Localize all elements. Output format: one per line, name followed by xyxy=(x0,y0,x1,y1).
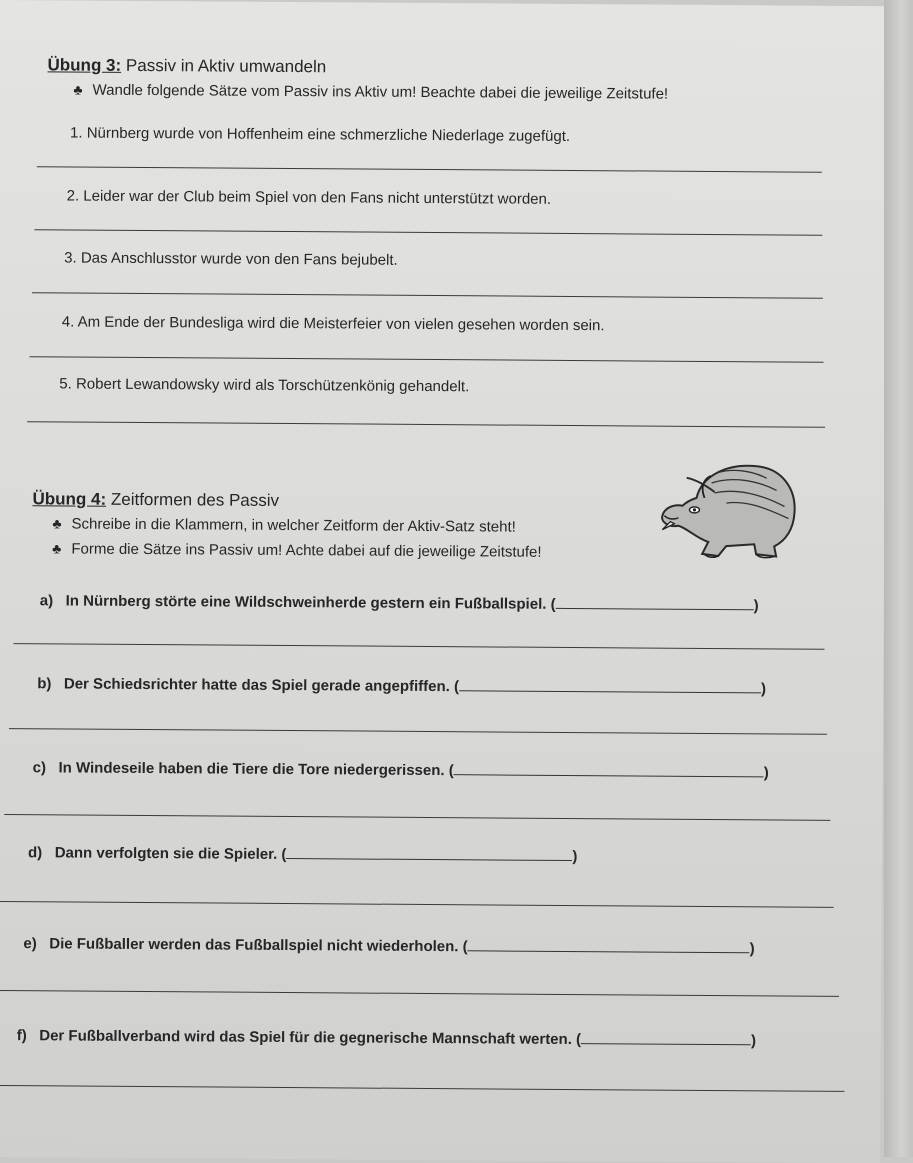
exercise-4-instruction-2 xyxy=(52,540,542,560)
item-sentence: Der Fußballverband wird das Spiel für die gegnerische Mannschaft werten. ( xyxy=(39,1027,582,1049)
closing-bracket: ) xyxy=(753,597,759,615)
exercise-3-item-5: 5. Robert Lewandowsky wird als Torschützenkönig gehandelt. xyxy=(59,375,470,396)
item-sentence: Dann verfolgten sie die Spieler. ( xyxy=(54,844,287,864)
tense-blank[interactable] xyxy=(556,594,754,610)
answer-line-3-5[interactable] xyxy=(27,421,825,428)
answer-line-3-3[interactable] xyxy=(32,292,823,299)
exercise-4-title: Zeitformen des Passiv xyxy=(110,489,280,510)
club-icon: ♣ xyxy=(73,81,83,98)
exercise-3-item-3: 3. Das Anschlusstor wurde von den Fans bejubelt. xyxy=(64,249,398,269)
exercise-4-instruction-1-text: Schreibe in die Klammern, in welcher Zeitform der Aktiv-Satz steht! xyxy=(71,515,516,536)
closing-bracket: ) xyxy=(572,848,578,866)
tense-blank[interactable] xyxy=(468,936,750,953)
answer-line-4-c[interactable] xyxy=(4,814,830,821)
exercise-4-instruction-1 xyxy=(52,515,516,535)
exercise-3-item-1: 1. Nürnberg wurde von Hoffenheim eine schmerzliche Niederlage zugefügt. xyxy=(70,124,571,145)
item-letter: b) xyxy=(37,675,52,693)
closing-bracket: ) xyxy=(750,1032,757,1050)
tense-blank[interactable] xyxy=(459,676,761,693)
item-letter: d) xyxy=(27,844,43,862)
exercise-4-item-f xyxy=(17,1025,756,1049)
item-sentence: Der Schiedsrichter hatte das Spiel gerade angepfiffen. ( xyxy=(63,675,460,696)
answer-line-4-b[interactable] xyxy=(9,728,827,735)
tense-blank[interactable] xyxy=(286,844,572,861)
exercise-4-item-b xyxy=(37,673,766,697)
exercise-4-item-c xyxy=(33,757,769,781)
tense-blank[interactable] xyxy=(581,1029,751,1045)
answer-line-4-d[interactable] xyxy=(0,901,834,908)
item-sentence: In Windeseile haben die Tiere die Tore niedergerissen. ( xyxy=(58,759,454,780)
exercise-3-title: Passiv in Aktiv umwandeln xyxy=(125,55,327,77)
exercise-3-instruction-text: Wandle folgende Sätze vom Passiv ins Aktiv um! Beachte dabei die jeweilige Zeitstufe! xyxy=(92,81,669,103)
exercise-4-item-a xyxy=(40,590,759,614)
wild-boar-illustration xyxy=(656,458,807,564)
item-letter: e) xyxy=(23,935,37,953)
club-icon: ♣ xyxy=(52,515,62,532)
item-sentence: In Nürnberg störte eine Wildschweinherde gestern ein Fußballspiel. ( xyxy=(65,592,556,613)
closing-bracket: ) xyxy=(760,680,767,698)
answer-line-3-4[interactable] xyxy=(30,356,824,363)
exercise-3-number: Übung 3: xyxy=(47,55,122,75)
answer-line-4-a[interactable] xyxy=(14,643,825,650)
club-icon: ♣ xyxy=(52,540,62,557)
tense-blank[interactable] xyxy=(454,760,764,777)
closing-bracket: ) xyxy=(749,940,755,958)
item-letter: a) xyxy=(39,592,54,610)
closing-bracket: ) xyxy=(763,764,769,782)
item-sentence: Die Fußballer werden das Fußballspiel nicht wiederholen. ( xyxy=(49,935,468,956)
exercise-4-heading xyxy=(32,489,279,511)
item-letter: c) xyxy=(32,759,47,777)
exercise-4-item-e xyxy=(23,933,754,957)
answer-line-4-f[interactable] xyxy=(0,1085,844,1092)
exercise-4-number: Übung 4: xyxy=(32,489,107,509)
exercise-3-item-4: 4. Am Ende der Bundesliga wird die Meisterfeier von vielen gesehen worden sein. xyxy=(61,313,605,335)
page-edge-shadow xyxy=(884,0,913,1157)
exercise-4-item-d xyxy=(28,842,578,865)
exercise-3-heading xyxy=(47,55,326,77)
answer-line-3-2[interactable] xyxy=(34,229,822,236)
answer-line-4-e[interactable] xyxy=(0,990,839,997)
exercise-3-item-2: 2. Leider war der Club beim Spiel von den Fans nicht unterstützt worden. xyxy=(66,187,552,208)
exercise-4-instruction-2-text: Forme die Sätze ins Passiv um! Achte dabei auf die jeweilige Zeitstufe! xyxy=(71,540,542,561)
answer-line-3-1[interactable] xyxy=(37,166,822,172)
item-letter: f) xyxy=(16,1027,27,1045)
exercise-3-instruction xyxy=(73,82,668,103)
